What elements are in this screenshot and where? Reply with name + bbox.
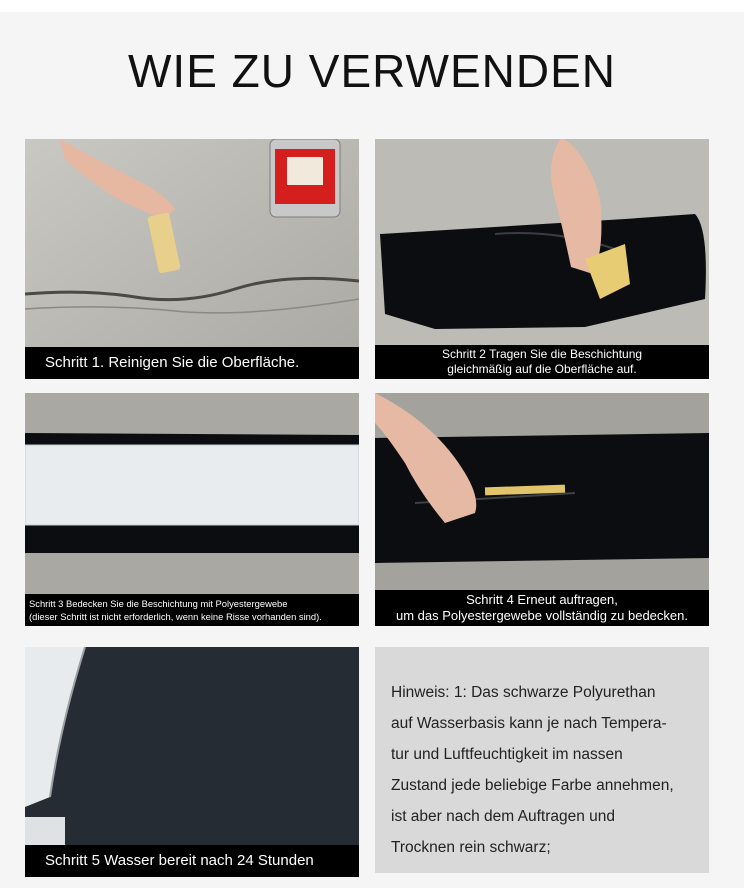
step-1-card — [25, 139, 359, 379]
step-3-caption-line-2: (dieser Schritt ist nicht erforderlich, wenn keine Risse vorhanden sind). — [29, 611, 322, 622]
note-line: Zustand jede beliebige Farbe annehmen, — [391, 777, 674, 794]
note-box — [375, 647, 709, 873]
step-2-caption-line-1: Schritt 2 Tragen Sie die Beschichtung — [441, 347, 643, 361]
step-2-photo — [375, 139, 709, 379]
step-3-caption-line-1: Schritt 3 Bedecken Sie die Beschichtung mit Polyestergewebe — [29, 598, 288, 609]
step-4-caption — [375, 590, 709, 626]
step-2-caption-line-2: gleichmäßig auf die Oberfläche auf. — [447, 362, 637, 376]
step-3-caption — [25, 594, 359, 626]
step-4-caption-line-1: Schritt 4 Erneut auftragen, — [466, 592, 618, 607]
step-3-card — [25, 393, 359, 626]
step-5-caption: Schritt 5 Wasser bereit nach 24 Stunden — [25, 845, 359, 877]
note-line: Trocknen rein schwarz; — [391, 839, 551, 856]
note-line: Hinweis: 1: Das schwarze Polyurethan — [391, 684, 656, 701]
page-title: WIE ZU VERWENDEN — [128, 45, 616, 97]
step-3-photo — [25, 393, 359, 626]
note-line: ist aber nach dem Auftragen und — [391, 808, 616, 825]
step-4-caption-line-2: um das Polyestergewebe vollständig zu bedecken. — [396, 608, 688, 623]
step-1-photo — [25, 139, 359, 379]
note-line: auf Wasserbasis kann je nach Tempera- — [391, 715, 667, 732]
step-2-card — [375, 139, 709, 379]
note-line: tur und Luftfeuchtigkeit im nassen — [391, 746, 623, 763]
step-2-caption — [375, 345, 709, 379]
step-5-photo — [25, 647, 359, 877]
step-1-caption: Schritt 1. Reinigen Sie die Oberfläche. — [25, 347, 359, 379]
step-5-card — [25, 647, 359, 877]
step-4-card — [375, 393, 709, 626]
